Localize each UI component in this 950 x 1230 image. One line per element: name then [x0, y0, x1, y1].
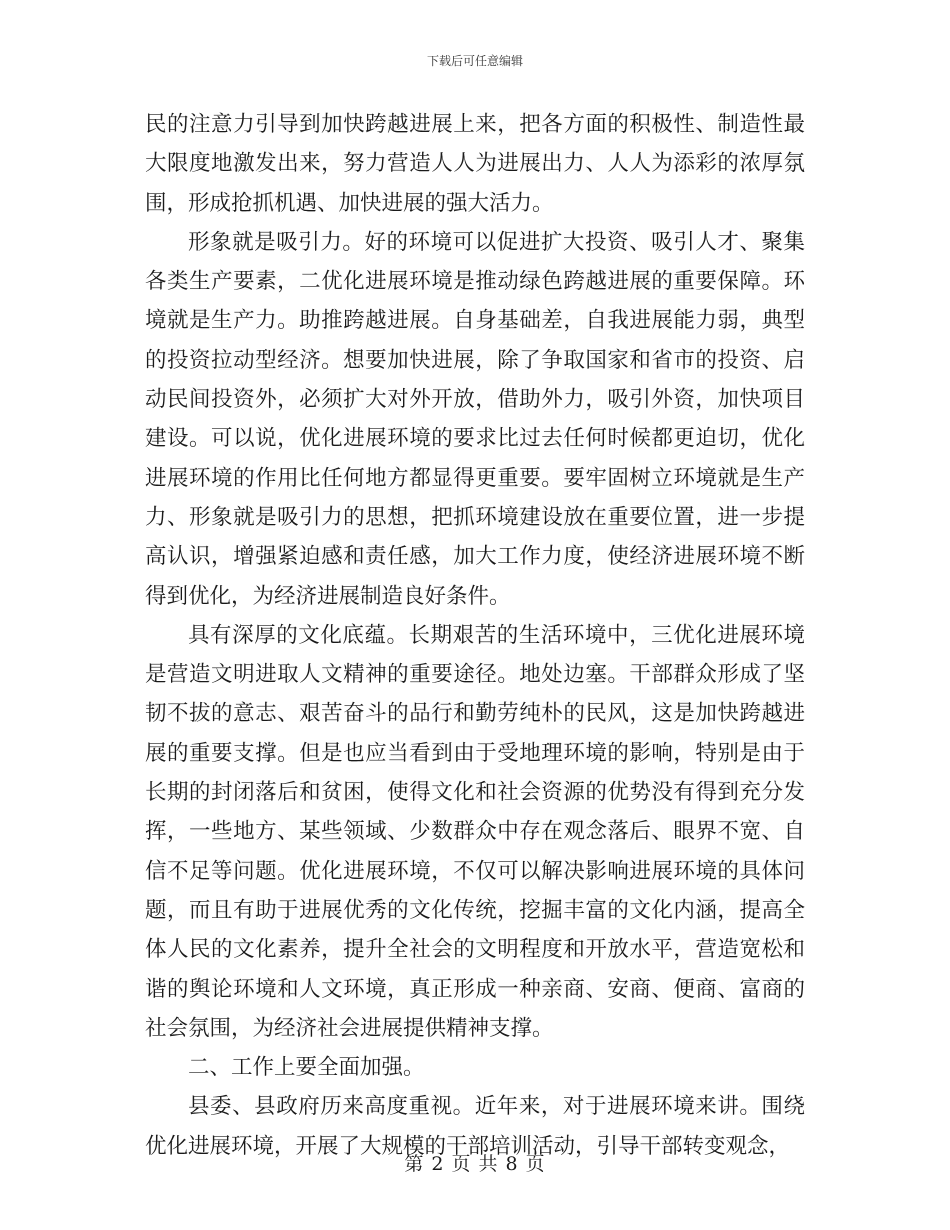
paragraph-2: 形象就是吸引力。好的环境可以促进扩大投资、吸引人才、聚集各类生产要素，二优化进展环境是推动绿色跨越进展的重要保障。环境就是生产力。助推跨越进展。自身基础差，自我进展能力弱，典型的投资拉动型经济。想要加快进展，除了争取国家和省市的投资、启动民间投资外，必须扩大对外开放，借助外力，吸引外资，加快项目建设。可以说，优化进展环境的要求比过去任何时候都更迫切，优化进展环境的作用比任何地方都显得更重要。要牢固树立环境就是生产力、形象就是吸引力的思想，把抓环境建设放在重要位置，进一步提高认识，增强紧迫感和责任感，加大工作力度，使经济进展环境不断得到优化，为经济进展制造良好条件。: [145, 229, 805, 609]
paragraph-5: 县委、县政府历来高度重视。近年来，对于进展环境来讲。围绕优化进展环境，开展了大规模的干部培训活动，引导干部转变观念，: [145, 1094, 805, 1159]
paragraph-3: 具有深厚的文化底蕴。长期艰苦的生活环境中，三优化进展环境是营造文明进取人文精神的重要途径。地处边塞。干部群众形成了坚韧不拔的意志、艰苦奋斗的品行和勤劳纯朴的民风，这是加快跨越进展的重要支撑。但是也应当看到由于受地理环境的影响，特别是由于长期的封闭落后和贫困，使得文化和社会资源的优势没有得到充分发挥，一些地方、某些领域、少数群众中存在观念落后、眼界不宽、自信不足等问题。优化进展环境，不仅可以解决影响进展环境的具体问题，而且有助于进展优秀的文化传统，挖掘丰富的文化内涵，提高全体人民的文化素养，提升全社会的文明程度和开放水平，营造宽松和谐的舆论环境和人文环境，真正形成一种亲商、安商、便商、富商的社会氛围，为经济社会进展提供精神支撑。: [145, 622, 805, 1041]
section-heading: 二、工作上要全面加强。: [188, 1055, 425, 1081]
page-header-note: 下载后可任意编辑: [426, 54, 523, 68]
page-number-footer: 第 2 页 共 8 页: [404, 1153, 546, 1175]
document-body: [145, 105, 805, 1166]
paragraph-1: 民的注意力引导到加快跨越进展上来，把各方面的积极性、制造性最大限度地激发出来，努力营造人人为进展出力、人人为添彩的浓厚氛围，形成抢抓机遇、加快进展的强大活力。: [145, 112, 805, 216]
